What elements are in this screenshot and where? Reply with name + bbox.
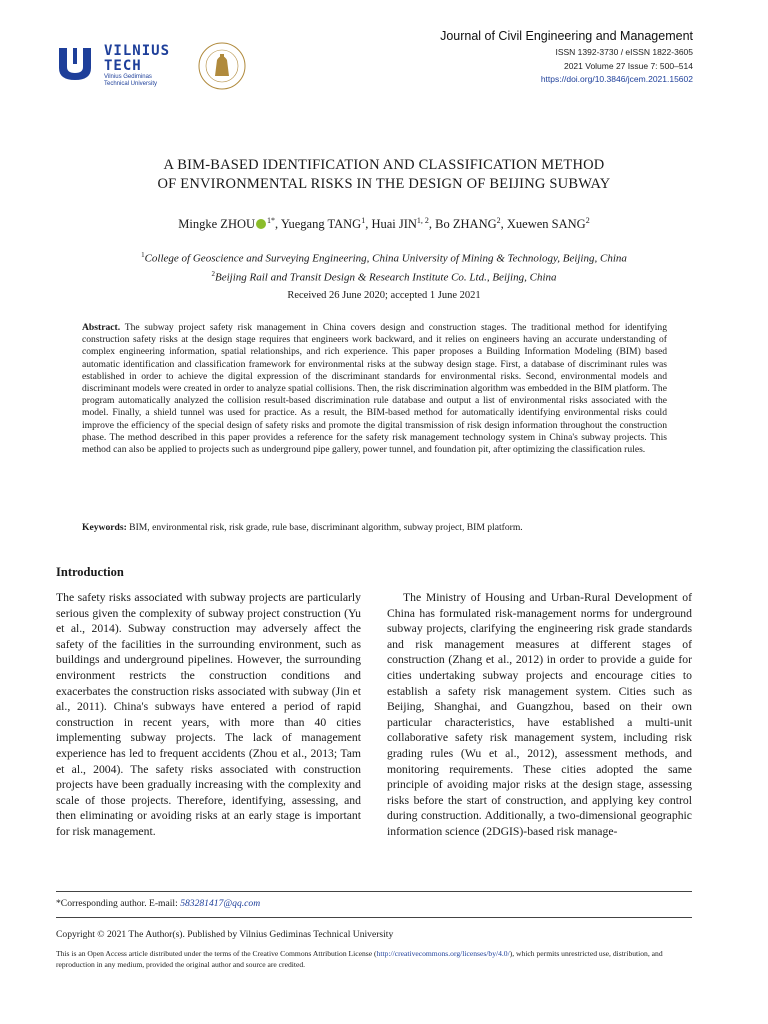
license-text-post: ), which permits unrestricted use, distribution, and reproduction in any medium, provided the original author and source are credited.: [56, 949, 663, 969]
logo-sub-1: Vilnius Gediminas: [104, 74, 152, 80]
author-sup: 1: [361, 216, 366, 225]
paragraph: The safety risks associated with subway projects are particularly serious given the complexity of subway project construction (Yu et al., 2014). Subway construction may adversely affect the safety of the facilities in the surrounding environment, such as buildings and underground pipelines. However, the surrounding environment restricts the construction conditions and exacerbates the construction risks associated with subway (Jin et al., 2011). China's subways have entered a period of rapid construction in recent years, with more than 40 cities implementing subway projects. The lack of management experience has led to frequent accidents (Zhou et al., 2013; Tam et al., 2004). The safety risks associated with construction projects have been gradually increasing with the complexity and scale of those projects. Therefore, identifying, assessing, and then eliminating or avoiding risks at an early stage is important for risk management.: [56, 591, 361, 838]
volume-issue: 2021 Volume 27 Issue 7: 500–514: [563, 61, 693, 71]
journal-info: [440, 28, 693, 86]
keywords-label: Keywords:: [82, 522, 127, 533]
corresponding-author: [56, 898, 260, 909]
logo-word-2: TECH: [104, 58, 142, 74]
title-line-2: OF ENVIRONMENTAL RISKS IN THE DESIGN OF BEIJING SUBWAY: [157, 176, 611, 192]
page-header: [0, 0, 768, 100]
author-name: Mingke ZHOU: [178, 217, 256, 232]
author-name: Huai JIN: [371, 217, 417, 232]
keywords-text: BIM, environmental risk, risk grade, rule base, discriminant algorithm, subway project, BIM platform.: [129, 522, 523, 533]
column-right: [387, 590, 692, 840]
author-name: Yuegang TANG: [280, 217, 362, 232]
author-sup: 1, 2: [416, 216, 429, 225]
author-sup: 2: [585, 216, 590, 225]
author-sup: 1*: [267, 216, 276, 225]
license-text-pre: This is an Open Access article distributed under the terms of the Creative Commons Attribution License (: [56, 949, 377, 958]
affiliation-1: [0, 248, 768, 267]
issn: ISSN 1392-3730 / eISSN 1822-3605: [555, 47, 693, 57]
title-line-1: A BIM-BASED IDENTIFICATION AND CLASSIFICATION METHOD: [163, 157, 605, 173]
license-notice: [56, 948, 696, 970]
abstract-text: The subway project safety risk management in China covers design and construction stages. The traditional method for identifying construction safety risks at the design stage requires that engineers work backward, and it relies on engineers having an accurate understanding of complex engineering information, spatial relationships, and rich experience. This paper proposes a Building Information Modeling (BIM) based automatic identification and classification framework for environmental risks at the subway design stage. First, a database of discriminant rules was established in order to achieve the digital expression of the discriminant standards for environmental risks. Second, environmental models and discriminant models were created in order to analyze spatial collisions. Then, the risk discrimination algorithm was embedded in the BIM platform. The program automatically analyzed the collision result-based discrimination rule database and output a list of environmental risks associated with the model. Finally, a shield tunnel was used for practice. As a result, the BIM-based method for automatically identifying environmental risks could improve the efficiency of the special design of safety risks and promote the digital transmission of risk design information throughout the construction phase. The method described in this paper provides a reference for the safety risk management technology system in China's subway projects. This method can also be applied to projects such as underground pipe gallery, power tunnel, and foundation pit, after optimizing the classification rules.: [82, 322, 667, 456]
corr-email-link[interactable]: 583281417@qq.com: [180, 898, 261, 909]
section-heading-introduction: Introduction: [56, 565, 124, 579]
paragraph: The Ministry of Housing and Urban-Rural Development of China has formulated risk-management norms for underground subway projects, clarifying the engineering risk grade standards and risk management measures at different stages of construction (Zhang et al., 2012) in order to provide a guide for cities undertaking subway projects and encourage cities to establish a safety risk management system. Cities such as Beijing, Shanghai, and Guangzhou, based on their own particular characteristics, have established a multi-unit collaborative safety risk management system, including risk grading rules (Wu et al., 2012), assessment methods, and monitoring requirements. These cities adopted the same principle of avoiding major risks at the design stage, assessing risks before the start of construction, and applying key control during construction. Additionally, a two-dimensional geographic information science (2DGIS)-based risk manage-: [387, 591, 692, 838]
affil-sup: 2: [211, 269, 215, 278]
affil-text: Beijing Rail and Transit Design & Research Institute Co. Ltd., Beijing, China: [215, 271, 557, 284]
doi-link[interactable]: https://doi.org/10.3846/jcem.2021.15602: [540, 74, 693, 84]
license-link[interactable]: http://creativecommons.org/licenses/by/4.0/: [376, 949, 510, 958]
corr-label: *Corresponding author. E-mail:: [56, 898, 178, 909]
column-left: [56, 590, 361, 840]
keywords: [82, 522, 667, 533]
author-name: Bo ZHANG: [435, 217, 497, 232]
academy-seal-icon: [196, 40, 248, 97]
copyright-divider: [56, 917, 692, 918]
copyright-notice: Copyright © 2021 The Author(s). Published by Vilnius Gediminas Technical University: [56, 929, 394, 940]
logo-word-1: VILNIUS: [104, 43, 171, 59]
abstract: [82, 322, 667, 456]
journal-name: Journal of Civil Engineering and Management: [440, 29, 693, 43]
affil-text: College of Geoscience and Surveying Engineering, China University of Mining & Technology, Beijing, China: [144, 252, 627, 265]
footnote-divider: [56, 891, 692, 892]
author-name: Xuewen SANG: [506, 217, 586, 232]
affil-sup: 1: [141, 251, 145, 259]
vilnius-tech-logo-icon: [56, 46, 94, 87]
abstract-label: Abstract.: [82, 322, 121, 333]
affiliations: [0, 248, 768, 285]
logo-sub-2: Technical University: [104, 81, 158, 87]
university-name: [104, 44, 170, 88]
received-dates: Received 26 June 2020; accepted 1 June 2021: [287, 290, 481, 301]
author-sup: 2: [496, 216, 501, 225]
affiliation-2: [0, 267, 768, 286]
orcid-icon[interactable]: [256, 219, 266, 229]
article-title: [0, 156, 768, 194]
author-list: Mingke ZHOU $^{1*}$, Yuegang TANG$^1$, Huai JIN$^{1, 2}$, Bo ZHANG$^2$, Xuewen SANG$^2$: [178, 216, 590, 232]
